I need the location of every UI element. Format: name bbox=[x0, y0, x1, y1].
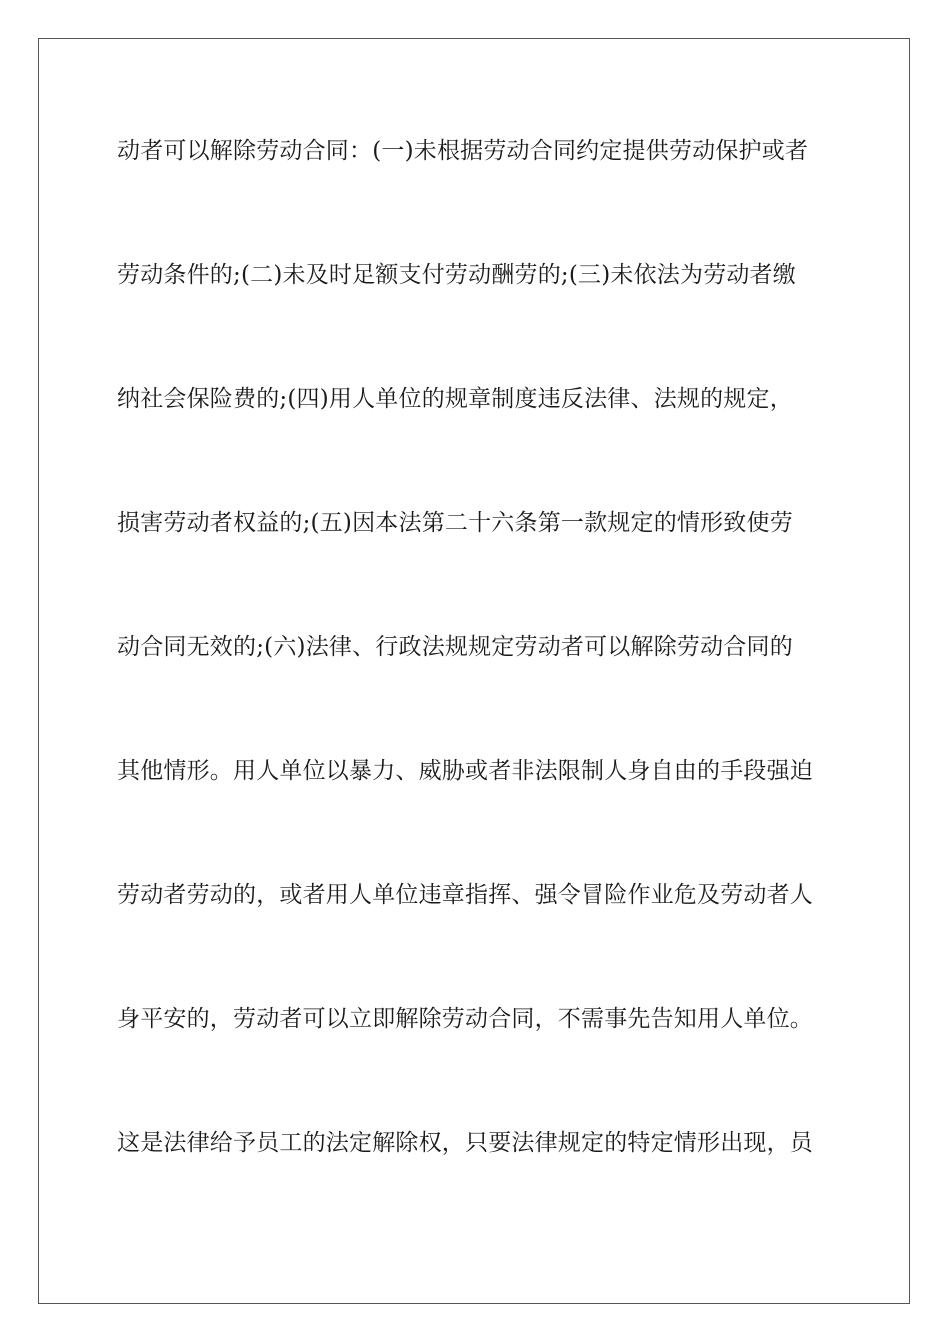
page-border bbox=[38, 38, 910, 1304]
text-line-3: 纳社会保险费的;(四)用人单位的规章制度违反法律、法规的规定， bbox=[117, 386, 793, 412]
text-line-5: 动合同无效的;(六)法律、行政法规规定劳动者可以解除劳动合同的 bbox=[117, 634, 793, 660]
text-line-6: 其他情形。用人单位以暴力、威胁或者非法限制人身自由的手段强迫 bbox=[117, 758, 813, 784]
text-line-7: 劳动者劳动的，或者用人单位违章指挥、强令冒险作业危及劳动者人 bbox=[117, 882, 813, 908]
text-line-2: 劳动条件的;(二)未及时足额支付劳动酬劳的;(三)未依法为劳动者缴 bbox=[117, 262, 796, 288]
text-line-1: 动者可以解除劳动合同：(一)未根据劳动合同约定提供劳动保护或者 bbox=[117, 138, 809, 164]
text-line-9: 这是法律给予员工的法定解除权，只要法律规定的特定情形出现，员 bbox=[117, 1130, 813, 1156]
text-line-4: 损害劳动者权益的;(五)因本法第二十六条第一款规定的情形致使劳 bbox=[117, 510, 793, 536]
text-line-8: 身平安的，劳动者可以立即解除劳动合同，不需事先告知用人单位。 bbox=[117, 1006, 813, 1032]
